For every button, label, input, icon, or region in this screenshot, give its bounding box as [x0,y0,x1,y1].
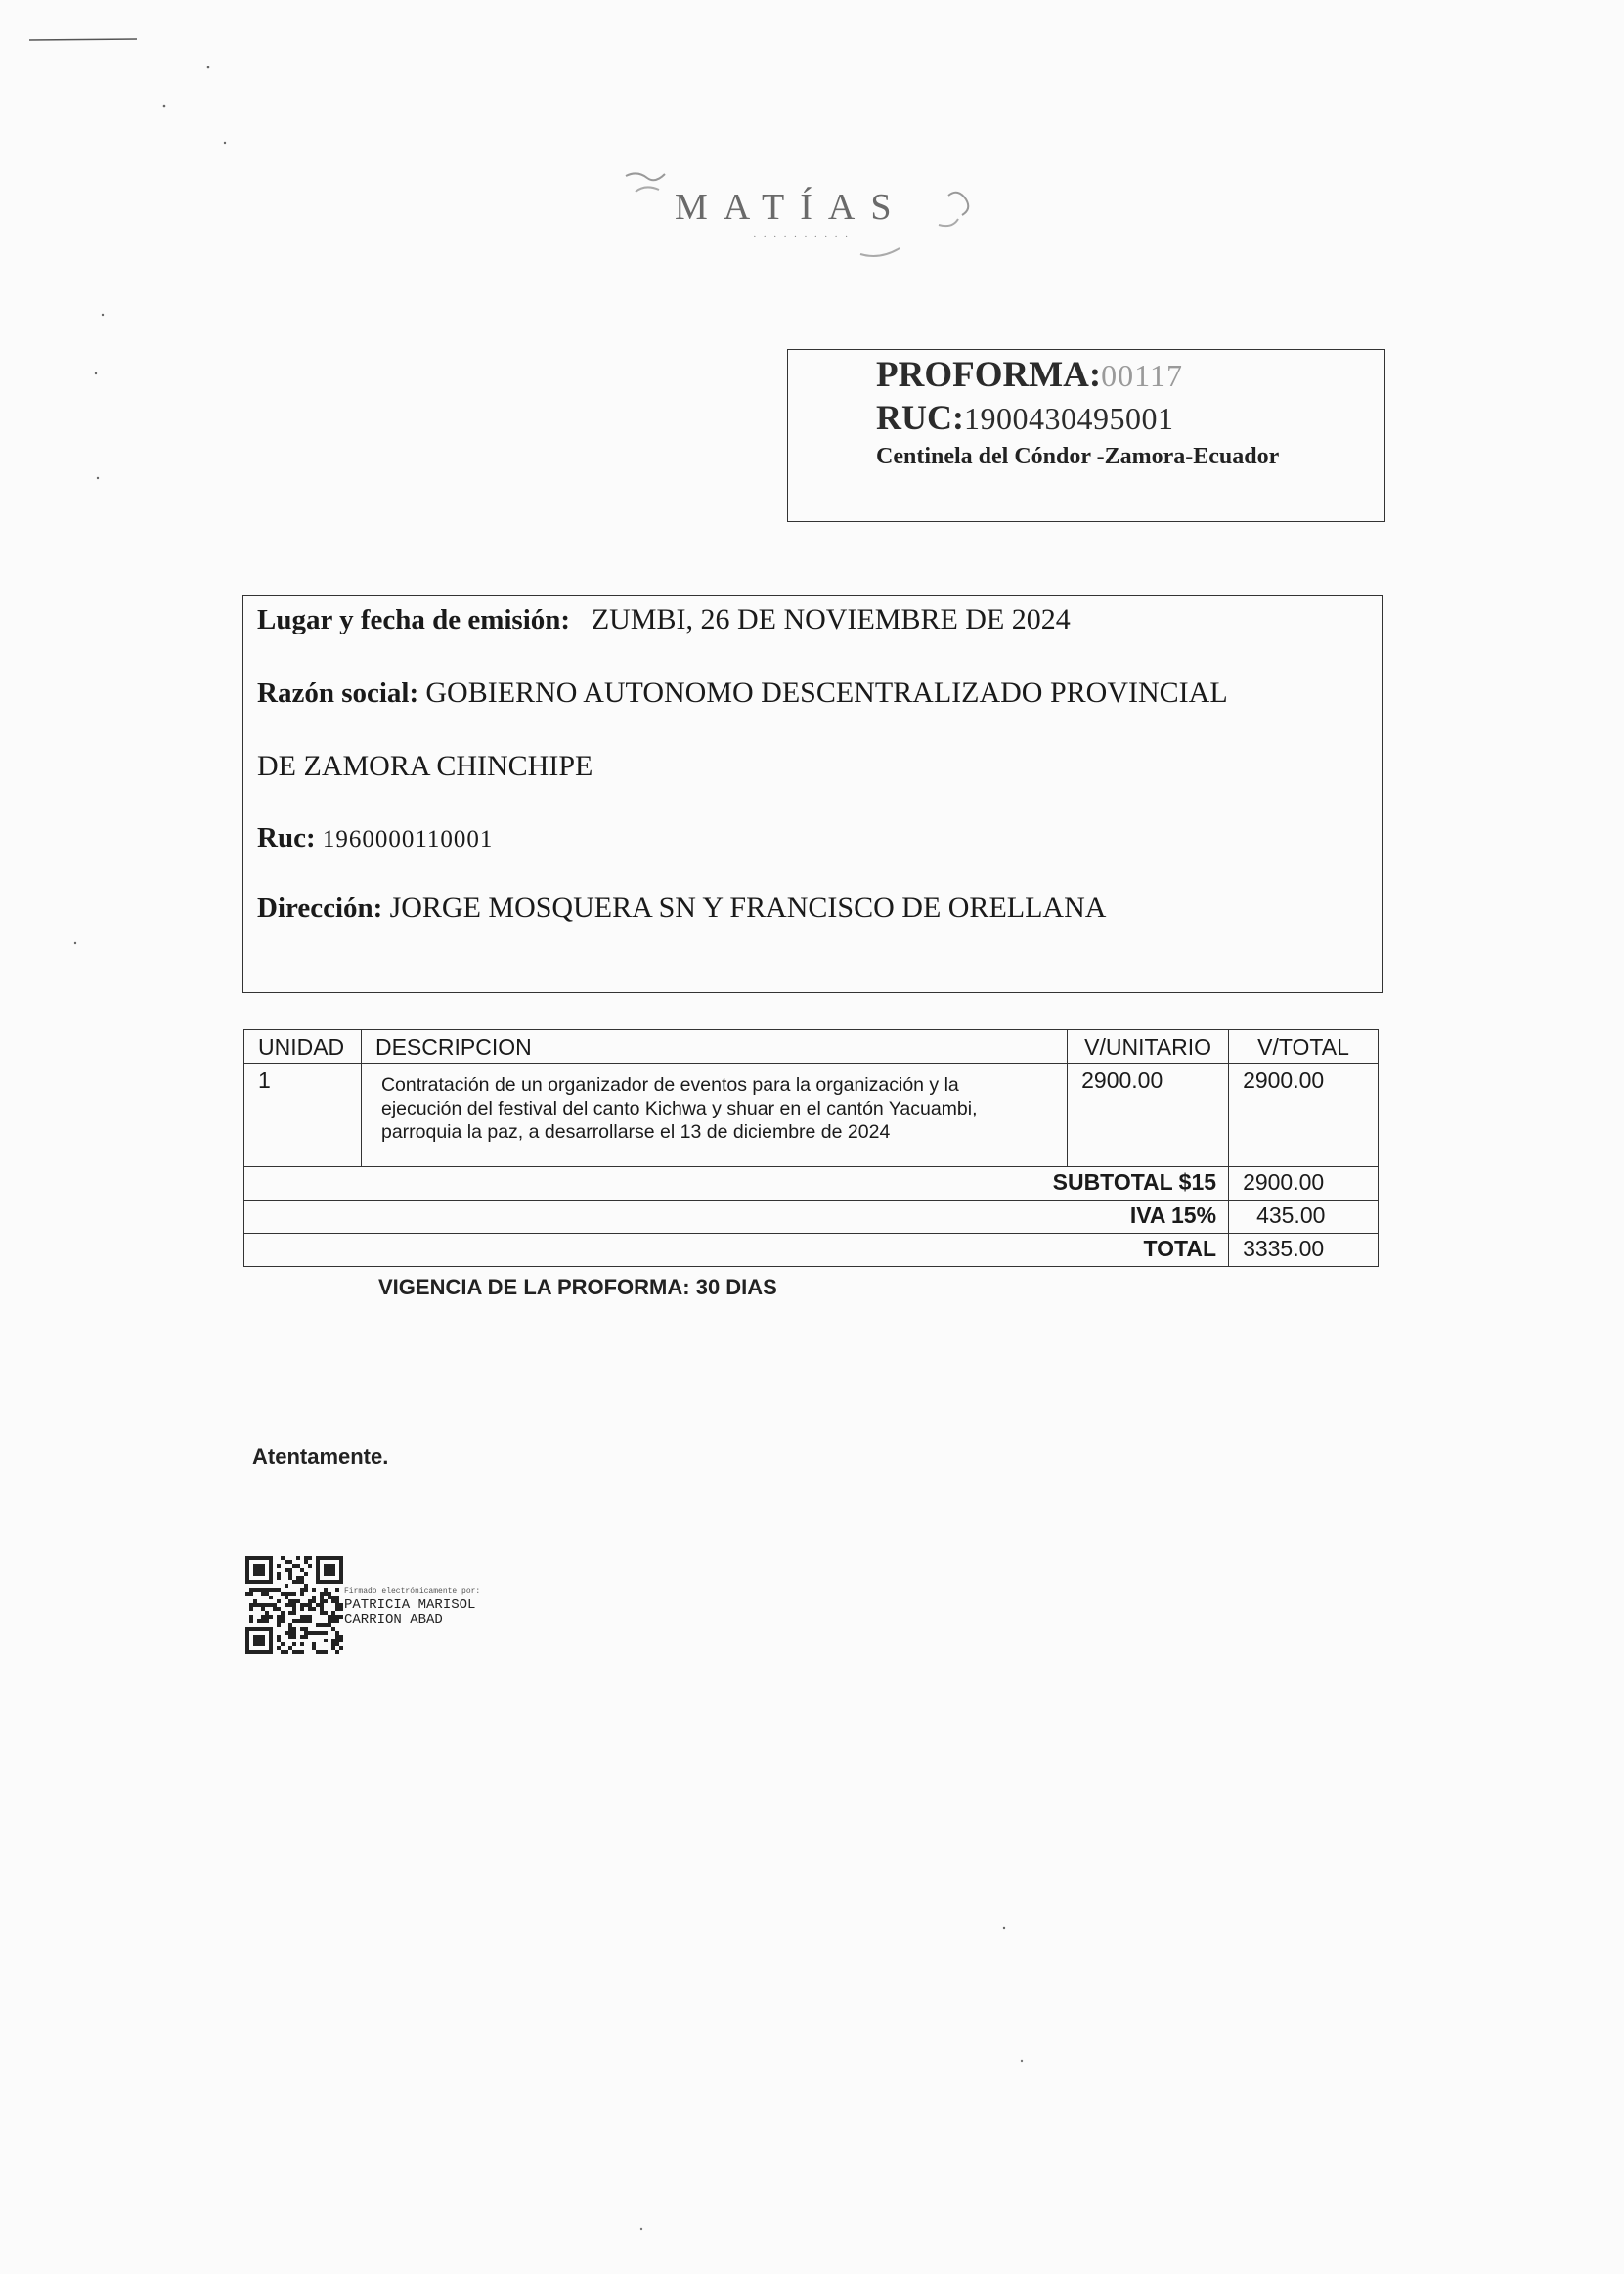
row-unit: 1 [244,1064,362,1167]
description-line: ejecución del festival del canto Kichwa y shuar en el cantón Yacuambi, [380,1098,978,1119]
address-label: Dirección: [257,893,383,924]
client-ruc-value: 1960000110001 [322,826,494,853]
total-label: TOTAL [244,1234,1229,1267]
description-line: parroquia la paz, a desarrollarse el 13 de diciembre de 2024 [380,1121,891,1143]
header-unit: UNIDAD [244,1030,362,1064]
address-line [257,892,1106,925]
iva-value: 435.00 [1229,1201,1379,1234]
client-ruc-label: Ruc: [257,822,316,853]
proforma-ruc-label: RUC: [876,398,964,437]
total-row [244,1234,1379,1267]
business-name-line [257,677,1228,710]
logo-name: MATÍAS [675,187,907,228]
proforma-label: PROFORMA: [876,355,1102,395]
logo-tagline: · · · · · · · · · · [753,231,851,242]
signature-qr-code [245,1556,343,1654]
business-name-continued [257,750,593,783]
header-unit-price: V/UNITARIO [1068,1030,1229,1064]
proforma-ruc [876,397,1173,438]
signer-name-line-1: PATRICIA MARISOL [344,1597,476,1613]
closing-salutation: Atentamente. [252,1444,389,1468]
table-row [244,1064,1379,1167]
total-value: 3335.00 [1229,1234,1379,1267]
subtotal-label: SUBTOTAL $15 [244,1167,1229,1201]
subtotal-row [244,1167,1379,1201]
header-total: V/TOTAL [1229,1030,1379,1064]
proforma-validity: VIGENCIA DE LA PROFORMA: 30 DIAS [378,1275,777,1299]
header-description: DESCRIPCION [361,1030,1067,1064]
signature-caption: Firmado electrónicamente por: [344,1587,481,1596]
proforma-title [876,354,1183,396]
subtotal-value: 2900.00 [1229,1167,1379,1201]
company-logo [616,156,1017,269]
address-value: JORGE MOSQUERA SN Y FRANCISCO DE ORELLANA [389,892,1107,924]
client-ruc-line [257,822,493,854]
description-line: Contratación de un organizador de eventos para la organización y la [380,1074,959,1096]
proforma-number: 00117 [1101,358,1183,393]
client-info-box [242,595,1383,993]
place-date-value: ZUMBI, 26 DE NOVIEMBRE DE 2024 [591,603,1071,635]
row-total: 2900.00 [1229,1064,1379,1167]
place-date-line [257,603,1071,636]
signer-name-line-2: CARRION ABAD [344,1612,443,1628]
electronic-signature [344,1584,480,1628]
place-date-label: Lugar y fecha de emisión: [257,604,571,635]
proforma-header-box [787,349,1385,522]
business-name-value: GOBIERNO AUTONOMO DESCENTRALIZADO PROVINCIAL [425,677,1228,709]
proforma-ruc-value: 1900430495001 [963,401,1174,436]
business-name-value-2: DE ZAMORA CHINCHIPE [257,750,593,782]
items-table [243,1029,1379,1267]
table-header-row [244,1030,1379,1064]
iva-row [244,1201,1379,1234]
row-description [361,1064,1067,1167]
proforma-location: Centinela del Cóndor -Zamora-Ecuador [876,444,1280,469]
row-unit-price: 2900.00 [1068,1064,1229,1167]
iva-label: IVA 15% [244,1201,1229,1234]
business-name-label: Razón social: [257,678,419,709]
